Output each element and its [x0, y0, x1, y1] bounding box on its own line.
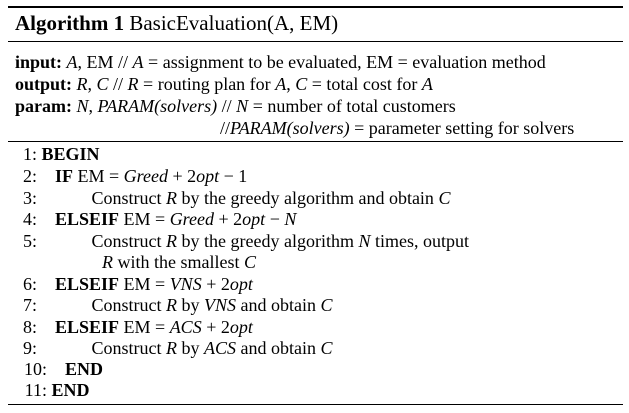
math-term: N	[358, 231, 371, 251]
text-fragment: = routing plan for	[138, 74, 276, 94]
text-fragment: Construct	[91, 188, 166, 208]
math-c: C	[295, 74, 308, 94]
math-term: R	[166, 188, 177, 208]
text-fragment: − 1	[219, 166, 248, 186]
keyword: END	[65, 359, 104, 379]
text-fragment: EM =	[119, 317, 170, 337]
math-term: opt	[229, 274, 253, 294]
text-fragment: + 2	[214, 209, 243, 229]
math-term: N	[284, 209, 297, 229]
text-fragment: = total cost for	[307, 74, 422, 94]
math-term: C	[438, 188, 451, 208]
line-number: 2:	[22, 166, 37, 186]
math-term: R	[166, 338, 177, 358]
line-number: 5:	[22, 231, 37, 251]
math-term: C	[320, 295, 333, 315]
algorithm-title	[15, 10, 338, 36]
text-fragment: + 2	[201, 317, 230, 337]
math-param: PARAM(solvers)	[97, 96, 218, 116]
output-line	[15, 73, 433, 95]
line-number: 6:	[22, 274, 37, 294]
line-number: 8:	[22, 317, 37, 337]
math-term: R	[102, 252, 113, 272]
math-param: PARAM(solvers)	[230, 118, 350, 138]
text-fragment: , EM //	[77, 52, 133, 72]
text-fragment: + 2	[167, 166, 197, 186]
text-fragment: EM =	[119, 274, 170, 294]
text-fragment: and obtain	[236, 295, 321, 315]
keyword: ELSEIF	[55, 317, 120, 337]
algorithm-line-9	[15, 337, 333, 359]
text-fragment: = number of total customers	[248, 96, 456, 116]
output-key: output:	[15, 74, 73, 94]
text-fragment: ,	[286, 74, 296, 94]
algorithm-line-2	[15, 165, 247, 187]
math-a: A	[132, 52, 144, 72]
text-fragment: = assignment to be evaluated, EM = evaluation method	[143, 52, 546, 72]
math-term: R	[166, 231, 177, 251]
line-number: 7:	[22, 295, 37, 315]
math-a: A	[66, 52, 78, 72]
line-number: 11:	[24, 380, 47, 400]
bottom-rule	[8, 404, 623, 405]
algorithm-label: Algorithm 1	[15, 11, 125, 35]
math-term: opt	[229, 317, 253, 337]
line-number: 9:	[22, 338, 37, 358]
keyword: ELSEIF	[55, 274, 120, 294]
top-rule	[8, 6, 623, 8]
math-n: N	[76, 96, 89, 116]
algorithm-line-5-continuation	[102, 251, 256, 273]
text-fragment: times, output	[370, 231, 469, 251]
line-number: 1:	[22, 144, 37, 164]
keyword: IF	[55, 166, 73, 186]
param-key: param:	[15, 96, 72, 116]
algorithm-line-8	[15, 316, 253, 338]
text-fragment: by	[177, 338, 204, 358]
text-fragment: ,	[88, 96, 98, 116]
text-fragment: with the smallest	[113, 252, 244, 272]
text-fragment: Construct	[91, 295, 166, 315]
param-continuation-line	[220, 117, 574, 139]
text-fragment: //	[220, 118, 231, 138]
math-term: VNS	[169, 274, 202, 294]
math-term: C	[243, 252, 256, 272]
text-fragment: = parameter setting for solvers	[349, 118, 575, 138]
text-fragment: //	[217, 96, 237, 116]
math-term: Greed	[169, 209, 215, 229]
text-fragment: Construct	[91, 338, 166, 358]
line-number: 10:	[23, 359, 47, 379]
math-term: Greed	[123, 166, 168, 186]
algorithm-line-7	[15, 294, 333, 316]
math-term: ACS	[169, 317, 202, 337]
keyword: END	[51, 380, 90, 400]
text-fragment: by	[177, 295, 204, 315]
text-fragment: −	[265, 209, 285, 229]
math-n: N	[236, 96, 249, 116]
param-line	[15, 95, 456, 117]
text-fragment: + 2	[201, 274, 230, 294]
math-term: opt	[196, 166, 220, 186]
algorithm-line-11	[15, 379, 90, 401]
text-fragment: EM =	[119, 209, 170, 229]
input-line	[15, 51, 546, 73]
text-fragment: Construct	[91, 231, 166, 251]
math-r: R	[76, 74, 88, 94]
title-rule	[8, 41, 623, 42]
math-term: C	[320, 338, 333, 358]
math-a: A	[421, 74, 433, 94]
math-c: C	[96, 74, 109, 94]
math-a: A	[275, 74, 287, 94]
algorithm-line-10	[15, 358, 103, 380]
math-r: R	[127, 74, 139, 94]
text-fragment: and obtain	[236, 338, 321, 358]
keyword: ELSEIF	[55, 209, 120, 229]
algorithm-line-5	[15, 230, 469, 252]
math-term: opt	[242, 209, 266, 229]
algorithm-line-6	[15, 273, 253, 295]
text-fragment: by the greedy algorithm and obtain	[177, 188, 439, 208]
text-fragment: //	[108, 74, 128, 94]
line-number: 3:	[22, 188, 37, 208]
algorithm-name: BasicEvaluation(A, EM)	[129, 11, 339, 35]
algorithm-line-1	[15, 143, 100, 165]
input-key: input:	[15, 52, 63, 72]
header-rule	[8, 141, 623, 142]
math-term: R	[166, 295, 177, 315]
text-fragment: EM =	[73, 166, 124, 186]
line-number: 4:	[22, 209, 37, 229]
keyword: BEGIN	[41, 144, 100, 164]
math-term: VNS	[204, 295, 237, 315]
text-fragment: by the greedy algorithm	[177, 231, 359, 251]
text-fragment: ,	[87, 74, 97, 94]
algorithm-line-3	[15, 187, 450, 209]
math-term: ACS	[204, 338, 237, 358]
algorithm-line-4	[15, 208, 296, 230]
